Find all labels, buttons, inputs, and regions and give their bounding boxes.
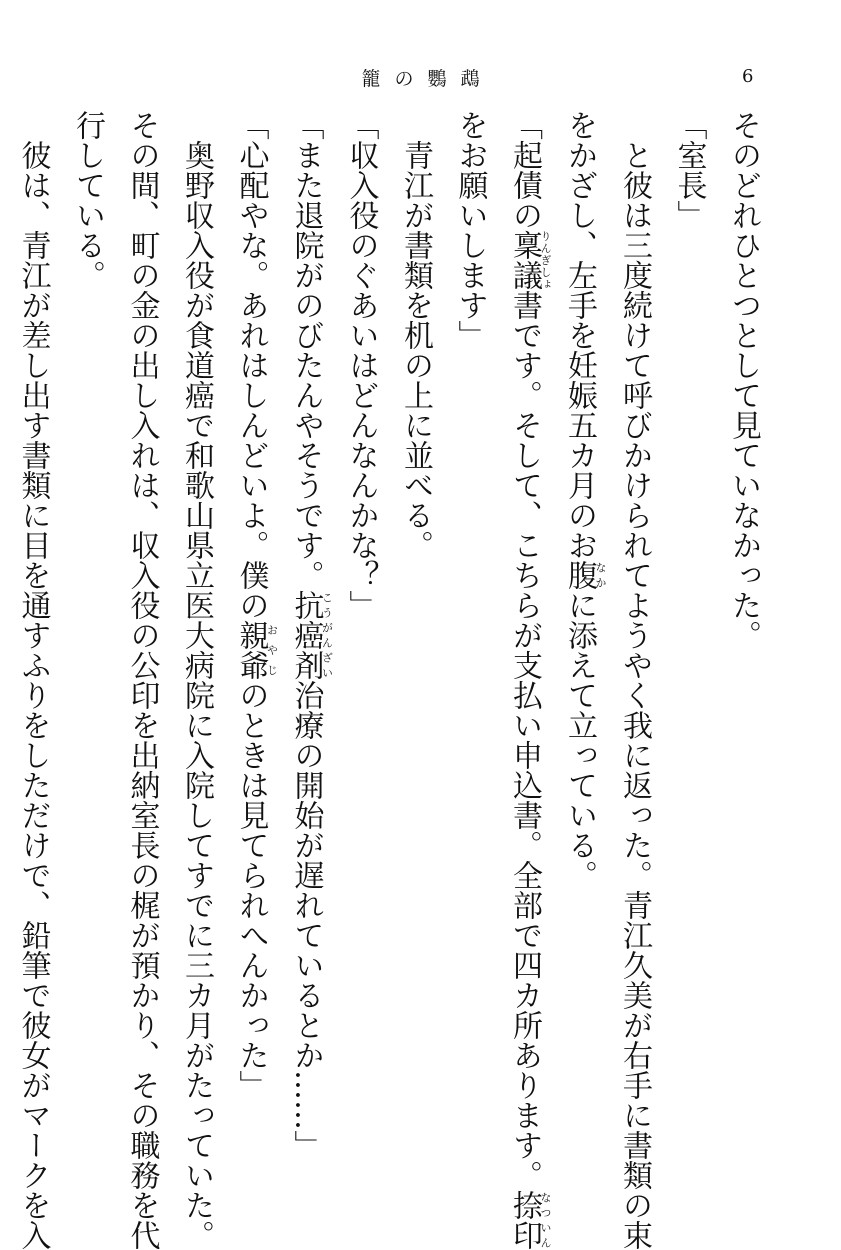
text-line: 「起債の稟議りんぎしょ書です。そして、こちらが支払い申込書。全部で四カ所あります。捺印なついん: [507, 110, 552, 1250]
text-line: をお願いします」: [452, 110, 488, 350]
ruby-annotation: 捺印なついん: [507, 1190, 552, 1250]
page-number: 6: [742, 66, 754, 87]
text-line: と彼は三度続けて呼びかけられてようやく我に返った。青江久美が右手に書類の束: [617, 110, 652, 1250]
text-line: 「心配やな。あれはしんどいよ。僕の親爺おやじのときは見てられへんかった」: [233, 110, 279, 1100]
text-line: [0, 110, 5, 1110]
text-line: 「収入役のぐあいはどんなんかな？」: [343, 110, 379, 620]
ruby-annotation: 稟議りんぎしょ: [507, 230, 552, 290]
text-line: 行している。: [70, 110, 105, 290]
text-line: 「また退院がのびたんやそうです。抗癌剤こうがんざい治療の開始が遅れているとか……」: [288, 110, 334, 1160]
running-head-title: 籠の鸚鵡: [361, 68, 494, 90]
text-line: をかざし、左手を妊娠五カ月のお腹なかに添えて立っている。: [562, 110, 607, 890]
text-line: 彼は、青江が差し出す書類に目を通すふりをしただけで、鉛筆で彼女がマークを入: [15, 110, 51, 1250]
ruby-annotation: 抗癌剤こうがんざい: [288, 590, 334, 680]
text-line: 「室長」: [671, 110, 707, 230]
ruby-annotation: 親爺おやじ: [233, 620, 279, 680]
text-line: 青江が書類を机の上に並べる。: [398, 110, 433, 560]
ruby-annotation: 腹なか: [562, 560, 607, 590]
body-text: [15, 110, 770, 1250]
text-line: その間、町の金の出し入れは、収入役の公印を出納室長の梶が預かり、その職務を代: [124, 110, 160, 1250]
text-line: そのどれひとつとして見ていなかった。: [726, 110, 761, 650]
text-line: 奥野収入役が食道癌で和歌山県立医大病院に入院してすでに三カ月がたっていた。: [179, 110, 214, 1250]
